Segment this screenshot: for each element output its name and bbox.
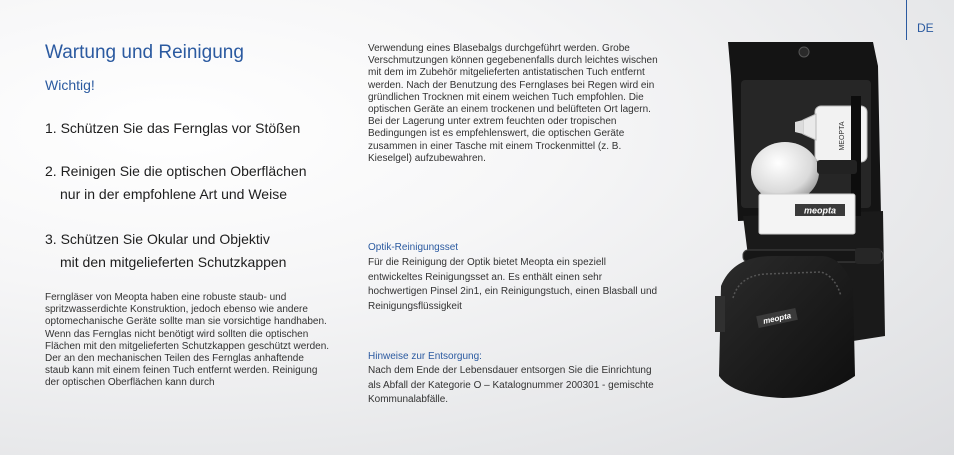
- care-paragraph: Ferngläser von Meopta haben eine robuste staub- und spritzwasserdichte Konstruktion, jedoch ebenso wie andere optomechanische Geräte sollte man sie vorsichtige handhaben. Wenn das Fernglas nicht benötigt wird sollten die optischen Flächen mit den mitgelieferten Schutzkappen geschützt werden. Der an den mechanischen Teilen des Fernglas anhaftende staub kann mit einem feinen Tuch entfernt werden. Reinigung der optischen Oberflächen kann durch: [45, 292, 330, 389]
- rule-line-continued: nur in der empfohlene Art und Weise: [60, 186, 287, 202]
- snap-button: [799, 47, 809, 57]
- bottle-label: MEOPTA: [839, 121, 846, 151]
- bag-brand-label: meopta: [762, 311, 792, 326]
- rule-line-continued: mit den mitgelieferten Schutzkappen: [60, 254, 287, 270]
- care-paragraph-continued: Verwendung eines Blasebalgs durchgeführt werden. Grobe Verschmutzungen können gegebenenfalls durch leichtes wischen mit dem im Zubehör mitgelieferten antistatischen Tuch entfernt werden. Nach der Benutzung des Fernglases bei Regen wird ein gründlichen Trocknen mit einem weichen Tuch empfohlen. Die optischen Geräte an einem trockenen und belüfteten Ort lagern. Bei der Lagerung unter extrem feuchten oder tropischen Bedingungen ist es empfehlenswert, die optischen Geräte zusammen in einer Tasche mit einem Trockenmittel (z. B. Kieselgel) aufzubewahren.: [368, 43, 658, 164]
- zipper-pull: [715, 296, 725, 332]
- cleaning-kit-photo: [703, 36, 913, 416]
- blower-bulb: [751, 142, 819, 202]
- cleaning-set-heading: Optik-Reinigungsset: [368, 242, 459, 253]
- cleaning-set-text: Für die Reinigung der Optik bietet Meopta ein speziell entwickeltes Reinigungsset an. Es enthält einen sehr hochwertigen Pinsel 2in1, ein Reinigungstuch, einen Blasball und Reinigungsflüssigkeit: [368, 257, 658, 312]
- blower-nozzle: [817, 160, 857, 174]
- rule-item: [45, 228, 286, 274]
- language-marker: [906, 0, 934, 40]
- rule-line: 1. Schützen Sie das Fernglas vor Stößen: [45, 120, 301, 136]
- language-label: DE: [917, 21, 934, 35]
- rule-item: [45, 160, 307, 206]
- disposal-heading: Hinweise zur Entsorgung:: [368, 351, 482, 362]
- cloth-brand-label: meopta: [803, 205, 837, 216]
- rule-line: 2. Reinigen Sie die optischen Oberflächen: [45, 163, 307, 179]
- carry-bag: [715, 256, 855, 398]
- page-subtitle: Wichtig!: [45, 77, 95, 93]
- rule-item: [45, 117, 300, 140]
- disposal-text: Nach dem Ende der Lebensdauer entsorgen Sie die Einrichtung als Abfall der Kategorie O – Katalognummer 200301 - gemischte Kommunalabfälle.: [368, 365, 654, 406]
- rule-line: 3. Schützen Sie Okular und Objektiv: [45, 231, 270, 247]
- cleaning-cloth: [759, 194, 855, 234]
- page-title: Wartung und Reinigung: [45, 42, 244, 63]
